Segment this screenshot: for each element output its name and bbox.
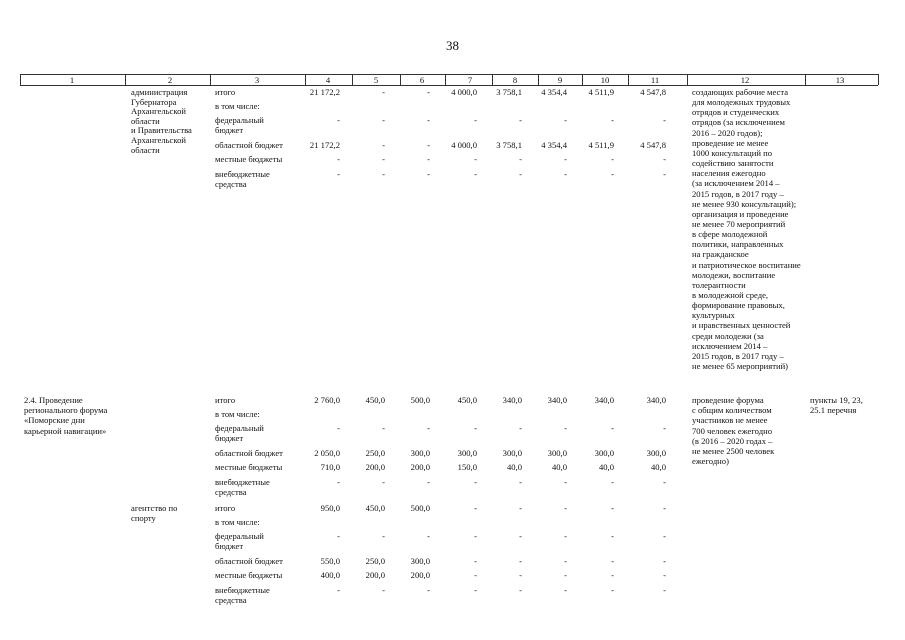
funding-value: 400,0 xyxy=(320,570,340,580)
funding-source-label: областной бюджет xyxy=(215,140,283,150)
column-header-2: 2 xyxy=(167,75,173,85)
funding-value: - xyxy=(663,115,666,125)
funding-source-label: местные бюджеты xyxy=(215,154,283,164)
funding-value: - xyxy=(427,423,430,433)
funding-value: 4 354,4 xyxy=(541,87,567,97)
funding-value: - xyxy=(382,477,385,487)
funding-value: 4 511,9 xyxy=(588,140,614,150)
column-header-11: 11 xyxy=(650,75,660,85)
funding-value: - xyxy=(663,531,666,541)
funding-value: - xyxy=(564,531,567,541)
funding-value: - xyxy=(663,477,666,487)
funding-value: 250,0 xyxy=(365,556,385,566)
funding-value: - xyxy=(427,531,430,541)
funding-value: 340,0 xyxy=(646,395,666,405)
funding-value: - xyxy=(663,154,666,164)
indicator-line: исключением 2014 – xyxy=(692,340,768,351)
funding-value: - xyxy=(474,115,477,125)
funding-value: - xyxy=(337,115,340,125)
indicator-line: ежегодно) xyxy=(692,456,729,467)
funding-value: - xyxy=(519,423,522,433)
column-header-8: 8 xyxy=(512,75,518,85)
funding-value: 300,0 xyxy=(457,448,477,458)
funding-value: - xyxy=(382,585,385,595)
indicator-line: и нравственных ценностей xyxy=(692,320,791,331)
indicator-line: содействию занятости xyxy=(692,158,774,169)
funding-value: - xyxy=(564,503,567,513)
funding-source-label: средства xyxy=(215,486,247,497)
funding-value: - xyxy=(519,585,522,595)
funding-value: - xyxy=(564,556,567,566)
funding-value: - xyxy=(564,423,567,433)
funding-value: - xyxy=(663,503,666,513)
funding-value: - xyxy=(611,585,614,595)
header-column-divider xyxy=(445,74,446,85)
funding-value: 300,0 xyxy=(410,448,430,458)
funding-source-label: в том числе: xyxy=(215,101,260,111)
funding-value: - xyxy=(611,477,614,487)
funding-source-label: местные бюджеты xyxy=(215,462,283,472)
funding-value: - xyxy=(337,423,340,433)
funding-source-label: бюджет xyxy=(215,124,244,135)
responsible-executor-line: Губернатора xyxy=(131,96,177,107)
funding-value: 200,0 xyxy=(410,462,430,472)
indicator-line: не менее 930 консультаций); xyxy=(692,198,797,209)
funding-value: - xyxy=(519,570,522,580)
funding-source-label: областной бюджет xyxy=(215,556,283,566)
funding-value: 500,0 xyxy=(410,395,430,405)
funding-value: - xyxy=(663,556,666,566)
funding-value: 150,0 xyxy=(457,462,477,472)
funding-source-label: федеральный xyxy=(215,531,264,541)
header-column-divider xyxy=(538,74,539,85)
column-header-12: 12 xyxy=(740,75,750,85)
funding-value: - xyxy=(611,154,614,164)
funding-value: - xyxy=(382,140,385,150)
column-header-9: 9 xyxy=(557,75,563,85)
header-column-divider xyxy=(628,74,629,85)
funding-value: 21 172,2 xyxy=(309,87,340,97)
funding-value: 250,0 xyxy=(365,448,385,458)
funding-value: 4 000,0 xyxy=(451,87,477,97)
funding-value: - xyxy=(427,477,430,487)
funding-value: - xyxy=(519,556,522,566)
funding-value: - xyxy=(611,556,614,566)
funding-value: 2 050,0 xyxy=(314,448,340,458)
funding-value: - xyxy=(337,169,340,179)
indicator-line: не менее 2500 человек xyxy=(692,446,775,456)
header-column-divider xyxy=(400,74,401,85)
funding-value: - xyxy=(474,570,477,580)
funding-value: - xyxy=(474,423,477,433)
funding-value: - xyxy=(337,531,340,541)
funding-value: - xyxy=(564,169,567,179)
funding-source-label: итого xyxy=(215,395,236,405)
indicator-line: на гражданское xyxy=(692,249,749,260)
funding-value: 40,0 xyxy=(506,462,522,472)
funding-source-label: итого xyxy=(215,503,236,513)
funding-value: - xyxy=(337,154,340,164)
funding-value: 300,0 xyxy=(410,556,430,566)
funding-value: - xyxy=(474,503,477,513)
column-header-1: 1 xyxy=(69,75,75,85)
activity-title-line: 2.4. Проведение xyxy=(24,395,83,405)
funding-value: - xyxy=(427,115,430,125)
funding-source-label: средства xyxy=(215,178,247,189)
funding-value: - xyxy=(382,115,385,125)
column-header-5: 5 xyxy=(373,75,379,85)
funding-source-label: в том числе: xyxy=(215,409,260,419)
header-column-divider xyxy=(492,74,493,85)
funding-value: 21 172,2 xyxy=(309,140,340,150)
funding-value: - xyxy=(564,477,567,487)
indicator-line: не менее 70 мероприятий xyxy=(692,218,786,229)
funding-value: 40,0 xyxy=(551,462,567,472)
funding-value: - xyxy=(519,531,522,541)
reference-line: 25.1 перечня xyxy=(810,405,857,416)
funding-value: 450,0 xyxy=(365,395,385,405)
funding-value: - xyxy=(427,140,430,150)
funding-value: - xyxy=(564,154,567,164)
indicator-line: 2015 годов, в 2017 году – xyxy=(692,350,784,361)
funding-value: - xyxy=(611,531,614,541)
funding-source-label: местные бюджеты xyxy=(215,570,283,580)
funding-value: - xyxy=(519,115,522,125)
responsible-executor-line: Архангельской xyxy=(131,106,186,117)
funding-source-label: внебюджетные xyxy=(215,585,270,595)
indicator-line: проведение не менее xyxy=(692,137,769,148)
funding-value: - xyxy=(663,169,666,179)
indicator-line: отрядов и студенческих xyxy=(692,107,780,118)
funding-source-label: внебюджетные xyxy=(215,169,270,179)
funding-value: - xyxy=(663,423,666,433)
responsible-executor-line: области xyxy=(131,144,160,155)
funding-source-label: федеральный xyxy=(215,423,264,433)
funding-value: - xyxy=(337,477,340,487)
funding-source-label: бюджет xyxy=(215,432,244,443)
funding-source-label: средства xyxy=(215,594,247,605)
header-column-divider xyxy=(582,74,583,85)
funding-value: 200,0 xyxy=(410,570,430,580)
funding-value: - xyxy=(382,531,385,541)
funding-value: 4 547,8 xyxy=(640,87,666,97)
header-column-divider xyxy=(805,74,806,85)
header-column-divider xyxy=(125,74,126,85)
table-header-bottom-border xyxy=(20,85,878,86)
funding-source-label: внебюджетные xyxy=(215,477,270,487)
indicator-line: политики, направленных xyxy=(692,239,784,250)
funding-value: 3 758,1 xyxy=(496,87,522,97)
funding-value: 340,0 xyxy=(502,395,522,405)
funding-value: - xyxy=(382,154,385,164)
funding-value: 40,0 xyxy=(650,462,666,472)
funding-value: - xyxy=(474,154,477,164)
indicator-line: толерантности xyxy=(692,279,746,290)
funding-value: - xyxy=(382,423,385,433)
column-header-4: 4 xyxy=(325,75,331,85)
indicator-line: молодежи, воспитание xyxy=(692,269,776,280)
funding-value: 450,0 xyxy=(365,503,385,513)
funding-value: 300,0 xyxy=(594,448,614,458)
funding-value: - xyxy=(427,585,430,595)
funding-value: - xyxy=(564,570,567,580)
funding-value: - xyxy=(382,87,385,97)
funding-value: 2 760,0 xyxy=(314,395,340,405)
indicator-line: с общим количеством xyxy=(692,405,772,416)
funding-value: - xyxy=(564,585,567,595)
funding-value: 40,0 xyxy=(598,462,614,472)
funding-source-label: бюджет xyxy=(215,540,244,551)
funding-source-label: федеральный xyxy=(215,115,264,125)
funding-value: - xyxy=(611,570,614,580)
funding-value: 340,0 xyxy=(547,395,567,405)
funding-value: 300,0 xyxy=(502,448,522,458)
header-column-divider xyxy=(20,74,21,85)
funding-value: 340,0 xyxy=(594,395,614,405)
funding-value: - xyxy=(519,169,522,179)
column-header-6: 6 xyxy=(419,75,425,85)
indicator-line: организация и проведение xyxy=(692,208,789,219)
funding-value: - xyxy=(663,585,666,595)
responsible-executor-line: Архангельской xyxy=(131,135,186,145)
funding-value: - xyxy=(519,503,522,513)
indicator-line: создающих рабочие места xyxy=(692,87,789,97)
activity-title-line: регионального форума xyxy=(24,405,108,416)
funding-value: - xyxy=(427,169,430,179)
activity-title-line: «Поморские дни xyxy=(24,415,85,426)
funding-value: 300,0 xyxy=(547,448,567,458)
indicator-line: 2015 годов, в 2017 году – xyxy=(692,188,784,199)
funding-value: 550,0 xyxy=(320,556,340,566)
funding-value: - xyxy=(564,115,567,125)
indicator-line: культурных xyxy=(692,310,735,321)
funding-value: - xyxy=(337,585,340,595)
indicator-line: и патриотическое воспитание xyxy=(692,259,801,270)
indicator-line: для молодежных трудовых xyxy=(692,97,791,108)
column-header-10: 10 xyxy=(600,75,610,85)
funding-value: - xyxy=(611,169,614,179)
responsible-executor-line: области xyxy=(131,115,160,126)
reference-line: пункты 19, 23, xyxy=(810,395,863,405)
funding-value: 710,0 xyxy=(320,462,340,472)
responsible-executor-line: администрация xyxy=(131,87,188,97)
funding-value: 4 547,8 xyxy=(640,140,666,150)
funding-value: - xyxy=(663,570,666,580)
responsible-executor-line: агентство по xyxy=(131,503,178,513)
funding-value: - xyxy=(474,477,477,487)
funding-value: 4 511,9 xyxy=(588,87,614,97)
indicator-line: 700 человек ежегодно xyxy=(692,425,772,436)
indicator-line: в сфере молодежной xyxy=(692,229,768,240)
funding-value: - xyxy=(474,585,477,595)
column-header-7: 7 xyxy=(467,75,473,85)
funding-value: 500,0 xyxy=(410,503,430,513)
responsible-executor-line: спорту xyxy=(131,513,156,523)
funding-value: - xyxy=(474,169,477,179)
funding-value: 200,0 xyxy=(365,462,385,472)
indicator-line: формирование правовых, xyxy=(692,300,785,311)
funding-value: - xyxy=(519,154,522,164)
responsible-executor-line: и Правительства xyxy=(131,125,192,136)
header-column-divider xyxy=(305,74,306,85)
funding-value: 450,0 xyxy=(457,395,477,405)
funding-value: 950,0 xyxy=(320,503,340,513)
indicator-line: участников не менее xyxy=(692,415,768,426)
header-column-divider xyxy=(352,74,353,85)
indicator-line: (в 2016 – 2020 годах – xyxy=(692,435,773,446)
funding-source-label: итого xyxy=(215,87,236,97)
header-column-divider xyxy=(210,74,211,85)
funding-value: - xyxy=(382,169,385,179)
indicator-line: населения ежегодно xyxy=(692,168,766,179)
column-header-3: 3 xyxy=(254,75,260,85)
funding-value: - xyxy=(474,556,477,566)
funding-value: - xyxy=(519,477,522,487)
funding-value: - xyxy=(611,115,614,125)
indicator-line: 2016 – 2020 годов); xyxy=(692,127,763,138)
indicator-line: среди молодежи (за xyxy=(692,330,764,341)
indicator-line: отрядов (за исключением xyxy=(692,117,785,128)
funding-value: 4 354,4 xyxy=(541,140,567,150)
indicator-line: (за исключением 2014 – xyxy=(692,178,780,189)
funding-value: - xyxy=(427,87,430,97)
funding-value: - xyxy=(427,154,430,164)
header-column-divider xyxy=(687,74,688,85)
indicator-line: в молодежной среде, xyxy=(692,290,769,300)
funding-value: - xyxy=(611,503,614,513)
indicator-line: проведение форума xyxy=(692,395,764,405)
column-header-13: 13 xyxy=(835,75,845,85)
funding-value: - xyxy=(474,531,477,541)
funding-source-label: в том числе: xyxy=(215,517,260,527)
activity-title-line: карьерной навигации» xyxy=(24,425,107,436)
page-number: 38 xyxy=(446,38,459,53)
funding-value: 4 000,0 xyxy=(451,140,477,150)
funding-value: 300,0 xyxy=(646,448,666,458)
indicator-line: 1000 консультаций по xyxy=(692,147,772,158)
funding-source-label: областной бюджет xyxy=(215,448,283,458)
header-column-divider xyxy=(878,74,879,85)
funding-value: - xyxy=(611,423,614,433)
funding-value: 3 758,1 xyxy=(496,140,522,150)
indicator-line: не менее 65 мероприятий) xyxy=(692,361,789,372)
funding-value: 200,0 xyxy=(365,570,385,580)
